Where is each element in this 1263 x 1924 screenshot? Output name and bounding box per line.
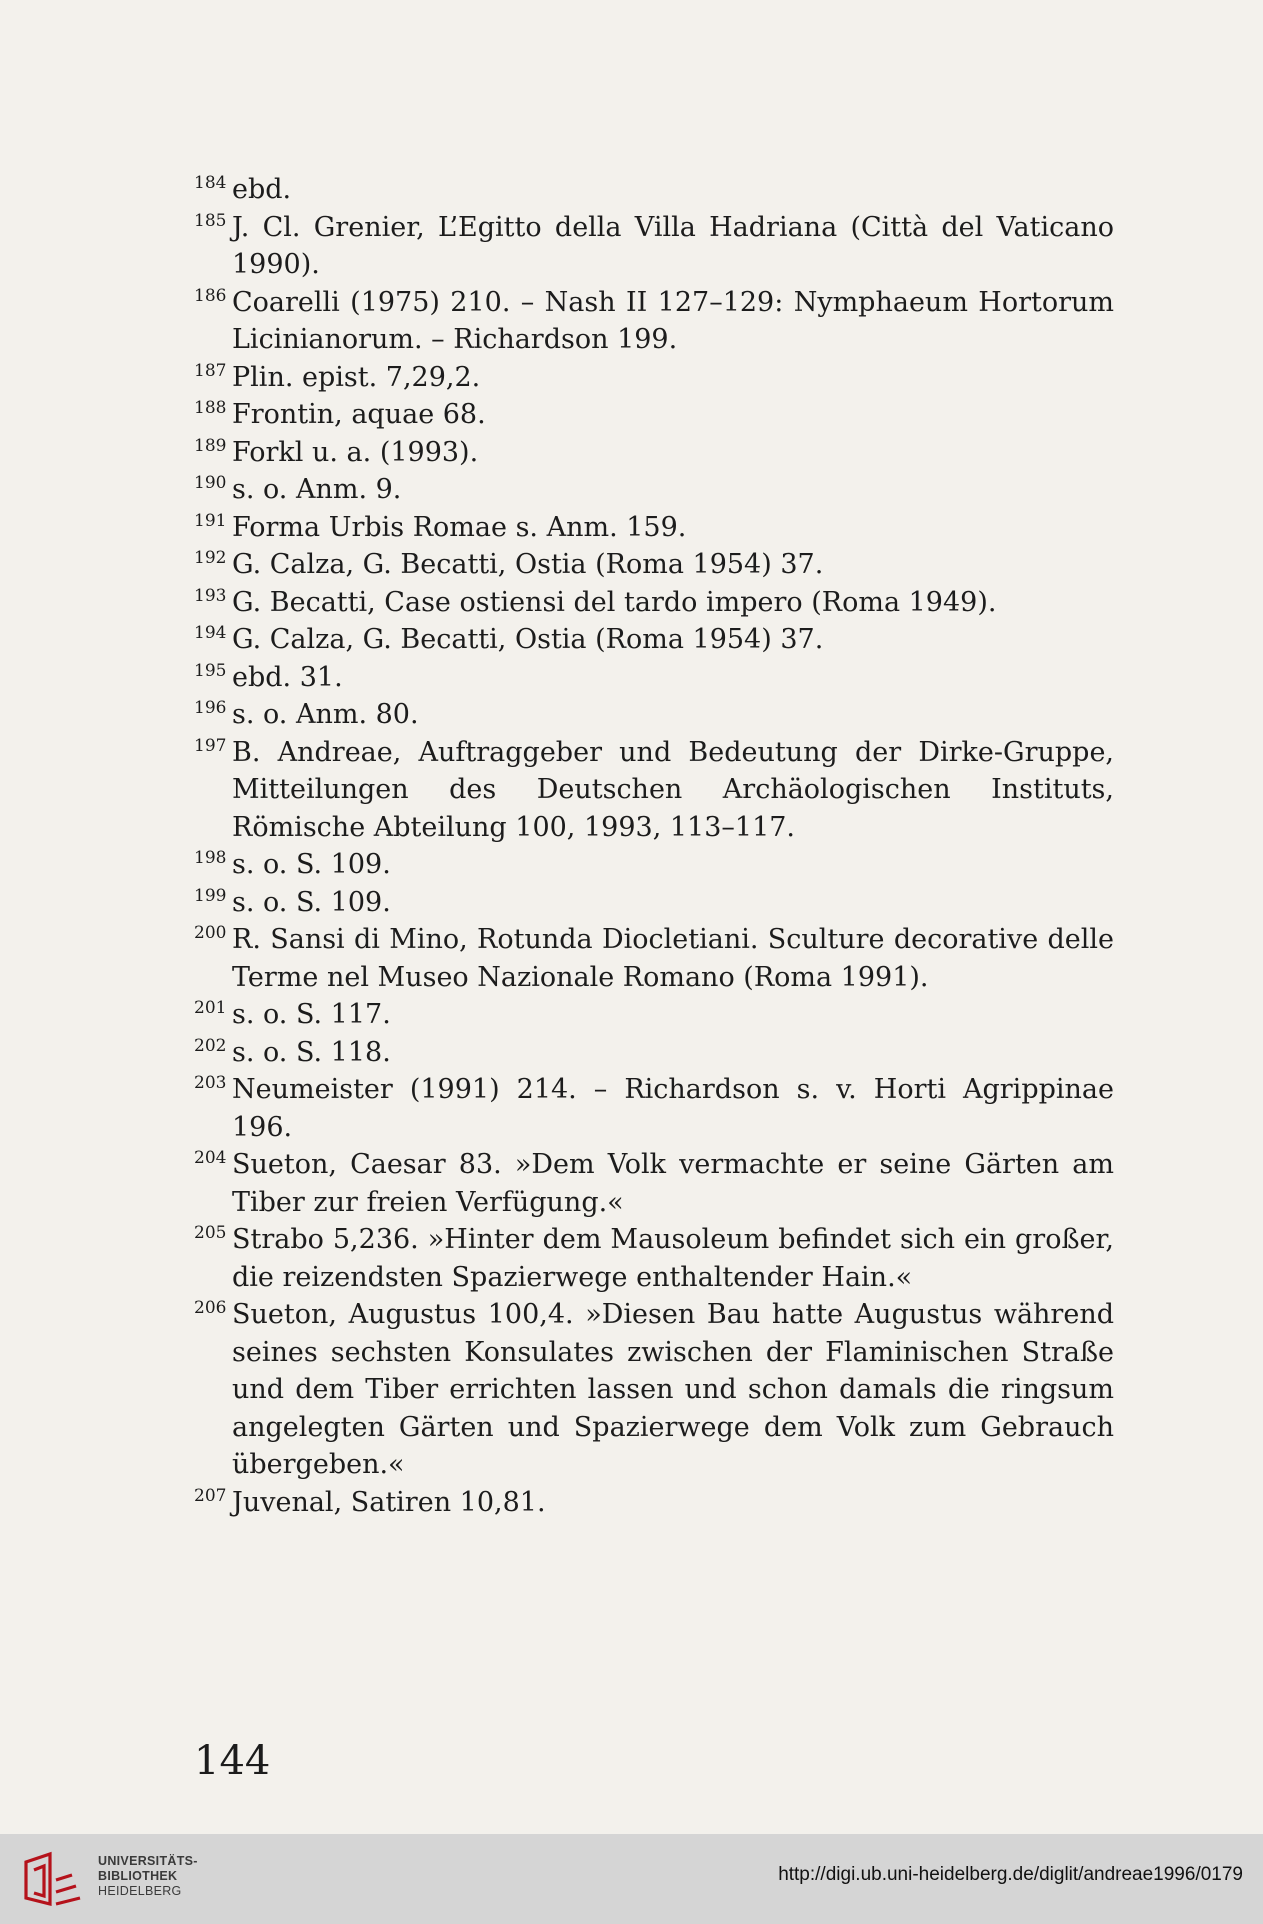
library-line-3: HEIDELBERG: [98, 1884, 182, 1898]
footnote-number: 184: [194, 173, 227, 193]
footnote: [194, 996, 1114, 1034]
footnote: [194, 1146, 1114, 1221]
footnote-number: 207: [194, 1485, 227, 1506]
footnote-text: Plin. epist. 7,29,2.: [232, 361, 481, 393]
footnote-text: s. o. Anm. 9.: [232, 474, 402, 505]
footnote-number: 205: [194, 1223, 227, 1243]
footnote-text: G. Becatti, Case ostiensi del tardo impero (Roma 1949).: [232, 586, 997, 618]
footnote-text: J. Cl. Grenier, L’Egitto della Villa Hadriana (Città del Vaticano 1990).: [232, 211, 1114, 280]
university-library-logo-icon: [20, 1848, 86, 1910]
footnote: [194, 1296, 1114, 1484]
footnote-number: 193: [194, 585, 227, 606]
footnote-number: 189: [194, 435, 227, 456]
footnote: [194, 621, 1114, 659]
footnote-text: Sueton, Augustus 100,4. »Diesen Bau hatte Augustus während seines sechsten Konsulates zwischen der Flaminischen Straße und dem Tiber errichten lassen und schon damals die ringsum angelegten Gärten und Spazierwege dem Volk zum Gebrauch übergeben.«: [232, 1299, 1114, 1480]
footnote-number: 203: [194, 1073, 227, 1093]
footnote-text: s. o. S. 117.: [232, 999, 391, 1030]
footnote: [194, 734, 1114, 847]
footnote: [194, 171, 1114, 209]
footnote-text: Sueton, Caesar 83. »Dem Volk vermachte er seine Gärten am Tiber zur freien Verfügung.«: [232, 1149, 1114, 1218]
footnote-number: 191: [194, 510, 227, 531]
footnote-number: 206: [194, 1298, 227, 1318]
footnote-text: ebd. 31.: [232, 661, 343, 693]
footnote-number: 194: [194, 623, 227, 643]
library-line-2: BIBLIOTHEK: [98, 1869, 178, 1883]
footnote-text: s. o. S. 109.: [232, 849, 391, 880]
footnote: [194, 1071, 1114, 1146]
footnote-text: G. Calza, G. Becatti, Ostia (Roma 1954) 37.: [232, 549, 824, 580]
footnote: [194, 846, 1114, 884]
footnote-text: Forma Urbis Romae s. Anm. 159.: [232, 511, 687, 543]
footnote-number: 185: [194, 210, 227, 231]
footnote-text: Frontin, aquae 68.: [232, 399, 486, 430]
footnote-text: s. o. Anm. 80.: [232, 699, 419, 730]
logo-strokes: [26, 1854, 80, 1904]
footnote: [194, 696, 1114, 734]
footnote: [194, 284, 1114, 359]
footnote: [194, 884, 1114, 922]
footnote: [194, 659, 1114, 697]
page-number: 144: [194, 1738, 271, 1784]
footnote-number: 201: [194, 998, 227, 1018]
footnote-number: 197: [194, 735, 227, 756]
footnote-number: 196: [194, 698, 227, 718]
footnote-text: s. o. S. 118.: [232, 1036, 391, 1068]
footnote: [194, 509, 1114, 547]
footnote: [194, 1484, 1114, 1522]
footnotes-list: [194, 171, 1114, 1521]
footnote: [194, 471, 1114, 509]
footnote-text: R. Sansi di Mino, Rotunda Diocletiani. Sculture decorative delle Terme nel Museo Nazionale Romano (Roma 1991).: [232, 924, 1114, 993]
footnote-text: Strabo 5,236. »Hinter dem Mausoleum befindet sich ein großer, die reizendsten Spazierwege enthaltender Hain.«: [232, 1224, 1114, 1293]
footnote: [194, 396, 1114, 434]
footnote-text: Forkl u. a. (1993).: [232, 436, 479, 468]
footnote-number: 202: [194, 1035, 227, 1056]
footnote: [194, 546, 1114, 584]
digitization-footer: [0, 1834, 1263, 1924]
footnote-text: s. o. S. 109.: [232, 886, 391, 918]
footnote-number: 190: [194, 473, 227, 493]
footnote: [194, 1221, 1114, 1296]
footnote-text: ebd.: [232, 174, 292, 205]
footnote: [194, 1034, 1114, 1072]
footnote-number: 199: [194, 885, 227, 906]
footnote: [194, 359, 1114, 397]
library-name: [98, 1854, 198, 1899]
footnote-text: Neumeister (1991) 214. – Richardson s. v. Horti Agrippinae 196.: [232, 1074, 1114, 1143]
footnote-text: Coarelli (1975) 210. – Nash II 127–129: Nymphaeum Hortorum Licinianorum. – Richardson 199.: [232, 286, 1114, 355]
footnote: [194, 434, 1114, 472]
footnote-text: G. Calza, G. Becatti, Ostia (Roma 1954) 37.: [232, 624, 824, 655]
footnote-text: B. Andreae, Auftraggeber und Bedeutung der Dirke-Gruppe, Mitteilungen des Deutschen Archäologischen Instituts, Römische Abteilung 100, 1993, 113–117.: [232, 736, 1114, 843]
footnote-number: 192: [194, 548, 227, 568]
library-line-1: UNIVERSITÄTS-: [98, 1854, 198, 1868]
footnote-number: 204: [194, 1148, 227, 1168]
footnote-number: 188: [194, 398, 227, 418]
footnote-number: 186: [194, 285, 227, 306]
footnote-number: 200: [194, 923, 227, 943]
footnote: [194, 209, 1114, 284]
footnote: [194, 921, 1114, 996]
footnote: [194, 584, 1114, 622]
source-url-link[interactable]: http://digi.ub.uni-heidelberg.de/diglit/andreae1996/0179: [778, 1864, 1243, 1885]
footnote-number: 187: [194, 360, 227, 381]
footnote-number: 198: [194, 848, 227, 868]
footnote-number: 195: [194, 660, 227, 681]
footnote-text: Juvenal, Satiren 10,81.: [232, 1486, 546, 1518]
